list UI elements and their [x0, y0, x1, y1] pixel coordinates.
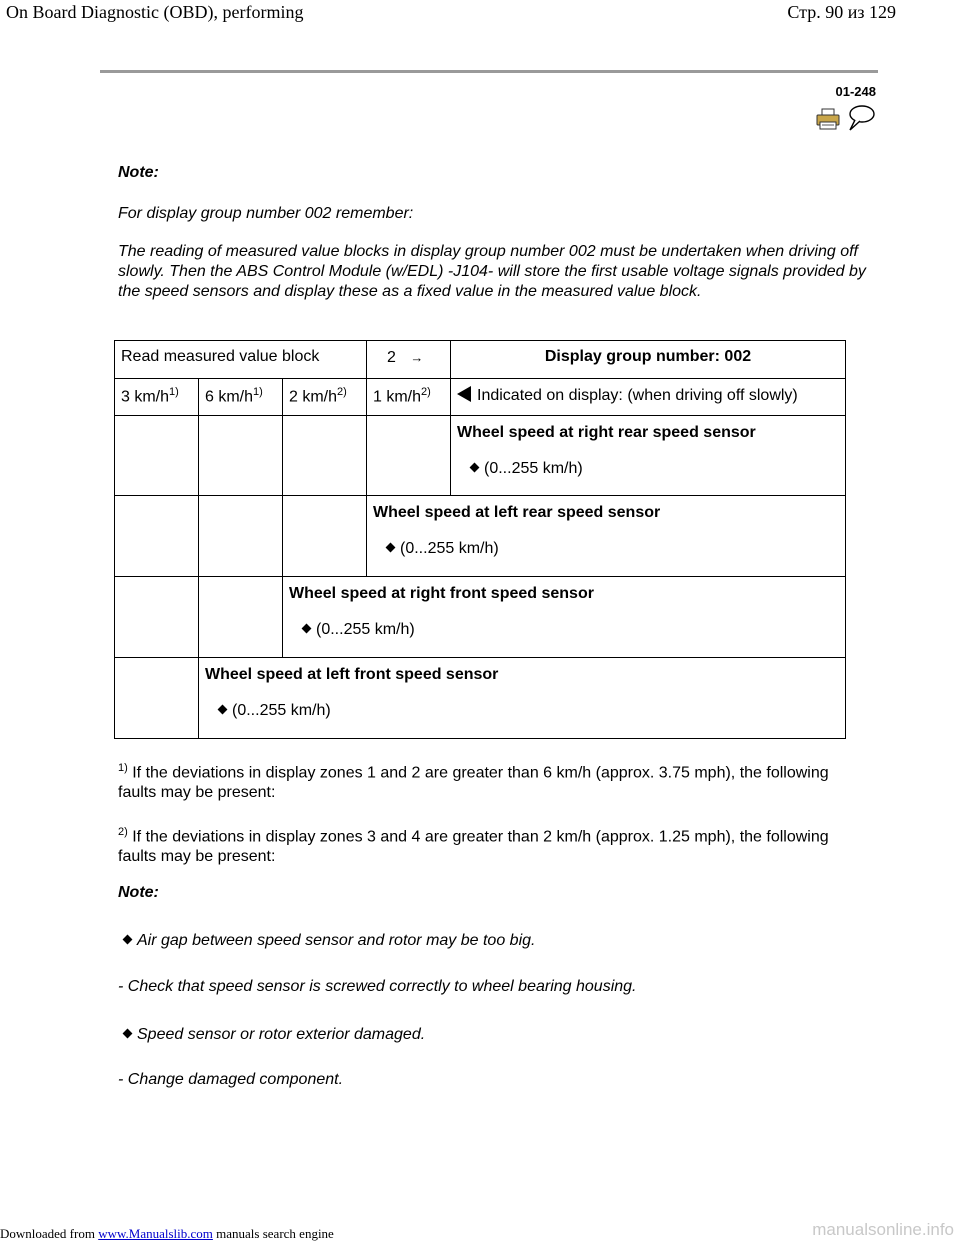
empty-cell: [115, 496, 199, 577]
read-block-label: Read measured value block: [121, 348, 320, 365]
empty-cell: [199, 416, 283, 496]
document-code: 01-248: [835, 84, 876, 99]
diamond-bullet-icon: [470, 463, 480, 473]
top-divider: [100, 70, 878, 73]
wheel-speed-label: Wheel speed at left front speed sensor: [205, 666, 499, 683]
footnote-1-mark: 1): [118, 762, 128, 774]
read-block-label-cell: [115, 341, 367, 379]
wheel-speed-row: [199, 658, 846, 739]
wheel-speed-range: (0...255 km/h): [484, 460, 583, 477]
fault-text-2: Speed sensor or rotor exterior damaged.: [137, 1026, 426, 1043]
wheel-speed-label: Wheel speed at right front speed sensor: [289, 585, 594, 602]
value-3-footnote: 2): [337, 386, 347, 398]
value-cell-1: [115, 379, 199, 416]
wheel-speed-range: (0...255 km/h): [400, 540, 499, 557]
header-title: On Board Diagnostic (OBD), performing: [6, 2, 304, 22]
diamond-bullet-icon: [123, 1029, 133, 1039]
display-group-reminder: For display group number 002 remember:: [118, 205, 414, 222]
group-number: 2: [387, 349, 396, 366]
diamond-bullet-icon: [218, 705, 228, 715]
footnote-1-text: If the deviations in display zones 1 and 2 are greater than 6 km/h (approx. 3.75 mph), the following faults may be present:: [118, 764, 829, 802]
action-step-1: - Check that speed sensor is screwed correctly to wheel bearing housing.: [118, 978, 637, 995]
indicated-label: Indicated on display: (when driving off slowly): [477, 387, 798, 404]
empty-cell: [115, 658, 199, 739]
empty-cell: [115, 416, 199, 496]
wheel-speed-row: [367, 496, 846, 577]
empty-cell: [367, 416, 451, 496]
wheel-speed-label: Wheel speed at right rear speed sensor: [457, 424, 756, 441]
value-1-footnote: 1): [169, 386, 179, 398]
wheel-speed-row: [451, 416, 846, 496]
wheel-speed-label: Wheel speed at left rear speed sensor: [373, 504, 661, 521]
value-4-footnote: 2): [421, 386, 431, 398]
footnote-1: [118, 758, 858, 803]
fault-bullet-2: [124, 1026, 425, 1044]
arrow-right-icon: →: [410, 350, 424, 365]
value-cell-3: [283, 379, 367, 416]
footnote-2: [118, 822, 858, 867]
empty-cell: [199, 496, 283, 577]
fault-bullet-1: [124, 932, 535, 950]
wheel-speed-range: (0...255 km/h): [316, 621, 415, 638]
value-1: 3 km/h: [121, 388, 170, 406]
value-cell-2: [199, 379, 283, 416]
download-suffix: manuals search engine: [216, 1226, 334, 1241]
wheel-speed-row: [283, 577, 846, 658]
value-2: 6 km/h: [205, 388, 254, 406]
download-credit: [0, 1226, 334, 1242]
print-icon[interactable]: [816, 108, 840, 130]
note-heading: Note:: [118, 164, 159, 181]
manualslib-link[interactable]: www.Manualslib.com: [98, 1226, 213, 1241]
display-group-cell: [451, 341, 846, 379]
empty-cell: [199, 577, 283, 658]
fault-text-1: Air gap between speed sensor and rotor may be too big.: [137, 932, 536, 949]
value-3: 2 km/h: [289, 388, 338, 406]
diamond-bullet-icon: [386, 543, 396, 553]
value-4: 1 km/h: [373, 388, 422, 406]
diamond-bullet-icon: [302, 624, 312, 634]
comment-bubble-icon[interactable]: [846, 104, 876, 132]
reading-instructions: The reading of measured value blocks in display group number 002 must be undertaken when driving off slowly. Then the ABS Control Module (w/EDL) -J104- will store the first usable voltage signals provided by the speed sensors and display these as a fixed value in the measured value block.: [118, 243, 866, 300]
indicated-cell: [451, 379, 846, 416]
action-step-2: - Change damaged component.: [118, 1071, 344, 1088]
measured-value-table: [114, 340, 846, 739]
empty-cell: [115, 577, 199, 658]
empty-cell: [283, 496, 367, 577]
empty-cell: [283, 416, 367, 496]
download-prefix: Downloaded from: [0, 1226, 95, 1241]
note-heading: Note:: [118, 884, 159, 901]
page-counter: Стр. 90 из 129: [787, 2, 896, 22]
footnote-2-mark: 2): [118, 826, 128, 838]
value-2-footnote: 1): [253, 386, 263, 398]
group-number-cell: [367, 341, 451, 379]
pointer-left-icon: [457, 386, 471, 402]
display-group-label: Display group number: 002: [544, 348, 752, 365]
wheel-speed-range: (0...255 km/h): [232, 702, 331, 719]
watermark: manualsonline.info: [812, 1220, 954, 1239]
diamond-bullet-icon: [123, 935, 133, 945]
footnote-2-text: If the deviations in display zones 3 and 4 are greater than 2 km/h (approx. 1.25 mph), the following faults may be present:: [118, 828, 829, 866]
value-cell-4: [367, 379, 451, 416]
